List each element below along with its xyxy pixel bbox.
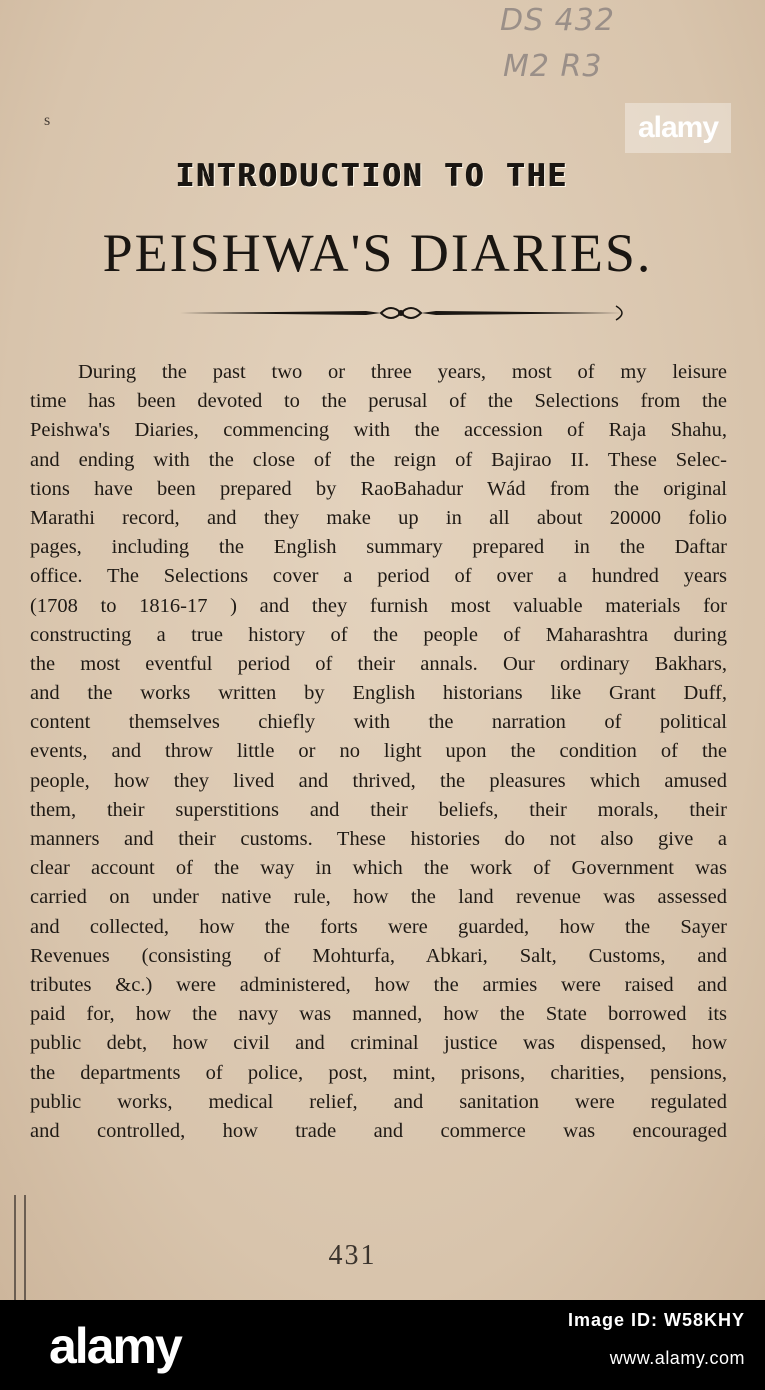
text-line: events, and throw little or no light upon the condition of the bbox=[30, 740, 727, 763]
catalog-number-line1: DS 432 bbox=[500, 3, 615, 38]
text-line: manners and their customs. These histories do not also give a bbox=[30, 828, 727, 850]
text-line: pages, including the English summary prepared in the Daftar bbox=[30, 536, 727, 559]
edge-mark: s bbox=[44, 112, 51, 129]
stock-footer bbox=[0, 1300, 765, 1390]
text-line: clear account of the way in which the work of Government was bbox=[30, 857, 727, 880]
text-line: constructing a true history of the people of Maharashtra during bbox=[30, 623, 727, 646]
text-line: public debt, how civil and criminal justice was dispensed, how bbox=[30, 1032, 727, 1055]
text-line: time has been devoted to the perusal of the Selections from the bbox=[30, 390, 727, 413]
heading-kicker: INTRODUCTION TO THE bbox=[176, 158, 569, 194]
watermark-tag: alamy bbox=[625, 103, 731, 153]
text-line: Peishwa's Diaries, commencing with the accession of Raja Shahu, bbox=[30, 419, 727, 442]
ornamental-rule-icon bbox=[176, 300, 626, 326]
alamy-logo: alamy bbox=[49, 1318, 181, 1374]
image-id: Image ID: W58KHY bbox=[567, 1310, 745, 1330]
site-url[interactable]: www.alamy.com bbox=[609, 1348, 745, 1368]
text-line: and the works written by English historians like Grant Duff, bbox=[30, 682, 727, 705]
text-line: Revenues (consisting of Mohturfa, Abkari, Salt, Customs, and bbox=[30, 944, 727, 967]
body-text bbox=[30, 358, 727, 1146]
text-line: content themselves chiefly with the narration of political bbox=[30, 711, 727, 734]
text-line: paid for, how the navy was manned, how the State borrowed its bbox=[30, 1003, 727, 1026]
text-line: office. The Selections cover a period of over a hundred years bbox=[30, 565, 727, 588]
text-line: Marathi record, and they make up in all about 20000 folio bbox=[30, 506, 727, 529]
binding-edge bbox=[14, 1195, 16, 1300]
text-line: people, how they lived and thrived, the pleasures which amused bbox=[30, 769, 727, 792]
text-line: public works, medical relief, and sanitation were regulated bbox=[30, 1090, 727, 1113]
catalog-number-line2: M2 R3 bbox=[503, 49, 603, 84]
page-number: 431 bbox=[328, 1240, 377, 1271]
text-line: During the past two or three years, most of my leisure bbox=[78, 361, 727, 383]
text-line: the departments of police, post, mint, prisons, charities, pensions, bbox=[30, 1061, 727, 1084]
text-line: and collected, how the forts were guarded, how the Sayer bbox=[30, 915, 727, 938]
text-line: and controlled, how trade and commerce was encouraged bbox=[30, 1119, 727, 1142]
text-line: carried on under native rule, how the land revenue was assessed bbox=[30, 886, 727, 909]
page-title: PEISHWA'S DIARIES. bbox=[102, 223, 653, 283]
text-line: (1708 to 1816-17 ) and they furnish most valuable materials for bbox=[30, 594, 727, 617]
text-line: the most eventful period of their annals. Our ordinary Bakhars, bbox=[30, 652, 727, 675]
text-line: and ending with the close of the reign of Bajirao II. These Selec- bbox=[30, 448, 727, 471]
text-line: tributes &c.) were administered, how the armies were raised and bbox=[30, 973, 727, 996]
text-line: them, their superstitions and their beliefs, their morals, their bbox=[30, 798, 727, 821]
binding-edge bbox=[24, 1195, 26, 1300]
text-line: tions have been prepared by RaoBahadur Wád from the original bbox=[30, 477, 727, 500]
